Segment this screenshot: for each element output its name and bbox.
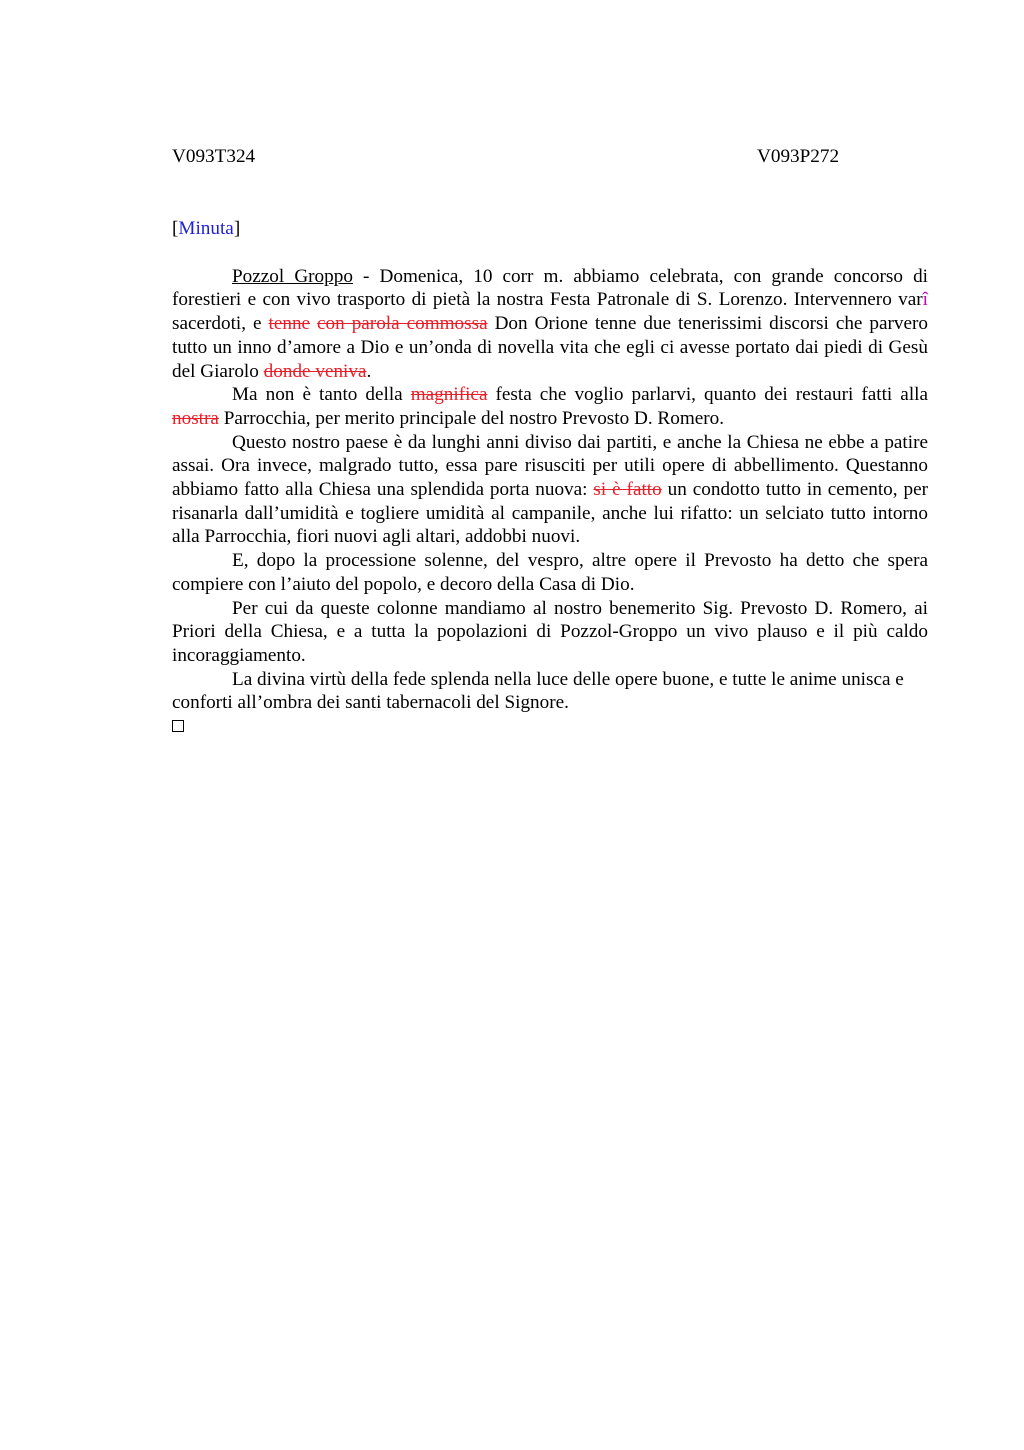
- label-close-bracket: ]: [233, 218, 241, 239]
- letter-body: [172, 265, 928, 732]
- paragraph-text: [310, 313, 317, 334]
- paragraph-1: [172, 265, 928, 384]
- document-code-right: V093P272: [757, 146, 840, 167]
- paragraph-3: [172, 431, 928, 550]
- end-marker-box: [172, 720, 184, 732]
- place-name: Pozzol Groppo: [232, 265, 353, 287]
- paragraph-text: Per cui da queste colonne mandiamo al nostro benemerito Sig. Prevosto D. Romero, ai Priori della Chiesa, e a tutta la popolazioni di Pozzol-Groppo un vivo plauso e il più caldo incoraggiamento.: [172, 597, 928, 666]
- paragraph-4: [172, 549, 928, 596]
- paragraph-text: .: [366, 360, 372, 382]
- document-code-left: V093T324: [172, 146, 256, 167]
- paragraph-text: Questo nostro paese è da lunghi anni diviso dai partiti, e anche la Chiesa ne ebbe a patire assai. Ora invece, malgrado tutto, essa pare risusciti per utili opere di abbellimento. Questanno abbiamo fatto alla Chiesa una splendida porta nuova:: [172, 431, 928, 501]
- paragraph-text: sacerdoti, e: [172, 313, 269, 335]
- document-header: [172, 145, 928, 169]
- label-word: Minuta: [178, 218, 234, 239]
- paragraph-text: Parrocchia, per merito principale del nostro Prevosto D. Romero.: [218, 407, 725, 429]
- paragraph-6: [172, 668, 928, 715]
- paragraph-text: E, dopo la processione solenne, del vespro, altre opere il Prevosto ha detto che spera compiere con l’aiuto del popolo, e decoro della Casa di Dio.: [172, 550, 928, 595]
- deleted-text: si è fatto: [593, 479, 662, 501]
- paragraph-text: un condotto tutto in cemento, per risanarla dall’umidità e togliere umidità al campanile, anche lui rifatto: un selciato tutto intorno alla Parrocchia, fiori nuovi agli altari, addobbi nuovi.: [172, 479, 928, 548]
- deleted-text: magnifica: [410, 384, 488, 406]
- inserted-text: î: [922, 289, 928, 311]
- paragraph-text: - Domenica, 10 corr m. abbiamo celebrata, con grande concorso di forestieri e con vivo trasporto di pietà la nostra Festa Patronale di S. Lorenzo. Intervennero var: [172, 265, 928, 311]
- deleted-text: nostra: [172, 407, 219, 429]
- deleted-text: con parola commossa: [317, 313, 488, 335]
- paragraph-2: [172, 383, 928, 430]
- document-type-label: [172, 217, 928, 241]
- deleted-text: donde veniva: [263, 360, 367, 382]
- paragraph-text: Ma non è tanto della: [232, 384, 411, 406]
- paragraph-5: [172, 597, 928, 668]
- deleted-text: tenne: [268, 313, 311, 335]
- label-open-bracket: [: [172, 218, 179, 239]
- paragraph-text: La divina virtù della fede splenda nella luce delle opere buone, e tutte le anime unisca e conforti all’ombra dei santi tabernacoli del Signore.: [172, 668, 904, 714]
- paragraph-text: Don Orione tenne due tenerissimi discorsi che parvero tutto un inno d’amore a Dio e un’onda di novella vita che egli ci avesse portato dai piedi di Gesù del Giarolo: [172, 313, 928, 382]
- document-page: [172, 145, 928, 732]
- paragraph-text: festa che voglio parlarvi, quanto dei restauri fatti alla: [487, 384, 928, 406]
